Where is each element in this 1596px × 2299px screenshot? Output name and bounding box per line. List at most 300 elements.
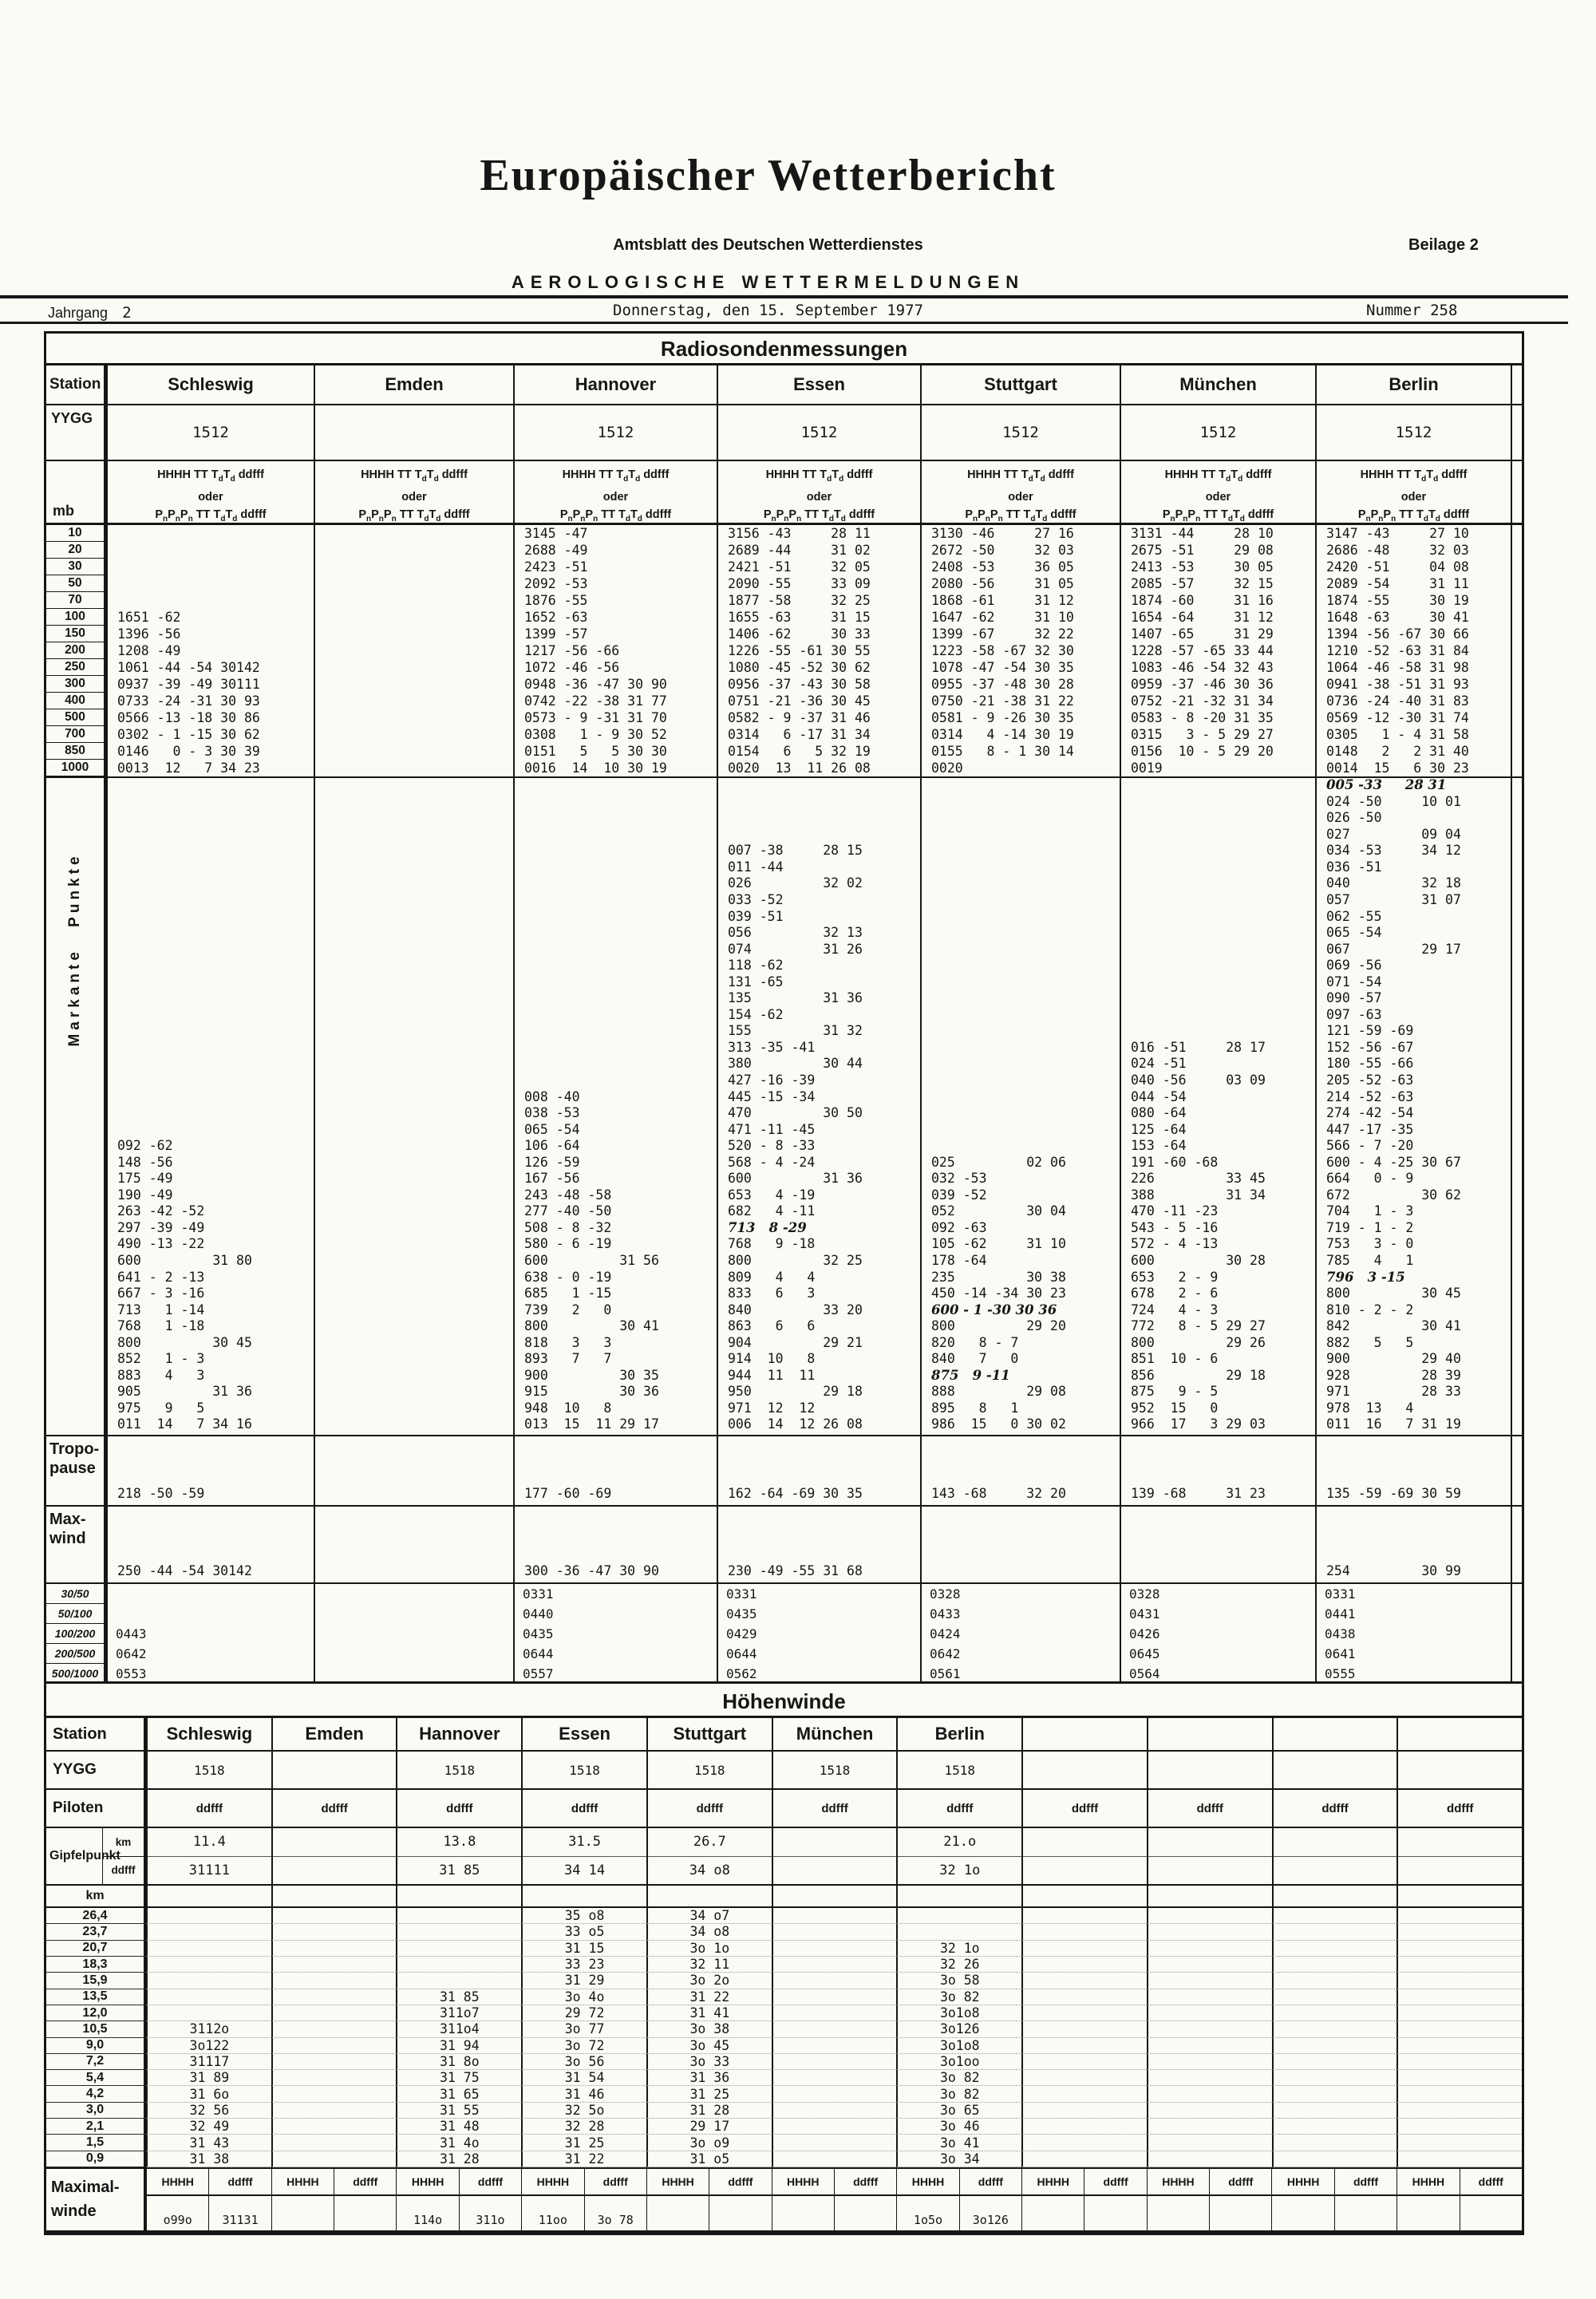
data-line: 600 - 1 -30 30 36	[931, 1302, 1057, 1317]
ratio-values-münchen: 0328 0431 0426 0645 0564	[1129, 1586, 1160, 1681]
gipfel-km-value: 31.5	[523, 1828, 646, 1857]
alt-wind-münchen	[772, 2054, 897, 2070]
alt-wind-münchen	[772, 1924, 897, 1940]
data-line: 0956 -37 -43 30 58	[728, 677, 871, 692]
data-line: 0751 -21 -36 30 45	[728, 693, 871, 709]
gipfel-ddfff-value: 32 1o	[939, 1862, 981, 1878]
label-hw-yygg: YYGG	[46, 1752, 146, 1788]
data-line: 214 -52 -63	[1326, 1088, 1414, 1104]
alt-wind-col8	[1147, 2151, 1272, 2167]
alt-wind-col7	[1021, 2021, 1147, 2037]
data-line: 0315 3 - 5 29 27	[1131, 727, 1274, 742]
alt-wind-essen: 3o 77	[521, 2021, 646, 2037]
data-line: 678 2 - 6	[1131, 1286, 1219, 1302]
alt-wind-berlin: 3o126	[896, 2021, 1021, 2037]
alt-wind-schleswig: 3112o	[146, 2021, 271, 2037]
station-column-berlin	[1315, 1584, 1511, 1681]
data-line: 952 15 0	[1131, 1400, 1219, 1416]
alt-wind-col10	[1396, 2135, 1522, 2151]
alt-wind-hannover	[396, 1941, 521, 1957]
data-line: 0583 - 8 -20 31 35	[1131, 710, 1274, 725]
data-line: 039 -52	[931, 1187, 987, 1203]
data-line: 033 -52	[728, 891, 784, 907]
filler-column	[1511, 461, 1527, 523]
code-line2: $P_nP_nP_n$ TT $T_dT_d$ ddfff	[1357, 508, 1470, 523]
data-line: 178 -64	[931, 1252, 987, 1268]
data-line: 810 - 2 - 2	[1326, 1302, 1414, 1317]
code-line1: HHHH TT $T_dT_d$ ddfff	[361, 468, 468, 484]
alt-wind-münchen	[772, 1941, 897, 1957]
data-line: 566 - 7 -20	[1326, 1138, 1414, 1154]
gipfelpunkt-stuttgart	[646, 1828, 772, 1884]
data-line: 274 -42 -54	[1326, 1105, 1414, 1121]
altitude-row-5-4	[46, 2070, 1522, 2086]
alt-wind-hannover: 31 8o	[396, 2054, 521, 2070]
mark-block-hannover	[515, 778, 717, 1435]
alt-wind-berlin: 32 1o	[896, 1941, 1021, 1957]
mark-block-emden	[315, 778, 513, 1435]
mark-block-berlin	[1317, 778, 1511, 1435]
alt-wind-münchen	[772, 1989, 897, 2005]
alt-wind-col8	[1147, 1989, 1272, 2005]
data-line: 2092 -53	[524, 576, 588, 591]
alt-wind-col8	[1147, 1941, 1272, 1957]
data-line: 833 6 3	[728, 1286, 816, 1302]
hhhh-header: HHHH	[521, 2169, 583, 2194]
data-line: 006 14 12 26 08	[728, 1416, 863, 1432]
data-line: 025 02 06	[931, 1154, 1066, 1170]
station-column-essen	[717, 1584, 920, 1681]
data-line: 056 32 13	[728, 925, 863, 941]
yygg-value-münchen: 1512	[1120, 405, 1315, 460]
altitude-label: 18,3	[46, 1957, 146, 1973]
alt-wind-münchen	[772, 2151, 897, 2167]
code-oder: oder	[1400, 490, 1427, 504]
code-line2: $P_nP_nP_n$ TT $T_dT_d$ ddfff	[965, 508, 1077, 523]
alt-wind-essen: 33 23	[521, 1957, 646, 1973]
data-line: 3130 -46 27 16	[931, 526, 1074, 541]
data-line: 719 - 1 - 2	[1326, 1219, 1414, 1235]
alt-wind-hannover: 31 55	[396, 2103, 521, 2119]
filler-column	[1511, 1507, 1527, 1582]
alt-wind-berlin: 3o1o8	[896, 2038, 1021, 2054]
station-column-emden	[314, 778, 513, 1435]
data-line: 1877 -58 32 25	[728, 593, 871, 608]
data-line: 313 -35 -41	[728, 1039, 816, 1055]
data-line: 118 -62	[728, 958, 784, 974]
ratio-label-50-100: 50/100	[46, 1604, 104, 1624]
alt-wind-stuttgart: 3o 38	[646, 2021, 772, 2037]
second-rule	[0, 322, 1568, 324]
data-line: 071 -54	[1326, 974, 1382, 990]
gipfel-ddfff-value	[1398, 1857, 1522, 1885]
data-line: 944 11 11	[728, 1367, 816, 1383]
data-line: 508 - 8 -32	[524, 1219, 612, 1235]
code-line2: $P_nP_nP_n$ TT $T_dT_d$ ddfff	[358, 508, 470, 523]
data-line	[325, 726, 513, 743]
alt-wind-emden	[271, 2103, 397, 2119]
alt-wind-münchen	[772, 2086, 897, 2102]
data-line: 914 10 8	[728, 1351, 816, 1367]
data-line: 1874 -55 30 19	[1326, 593, 1469, 608]
altitude-row-20-7	[46, 1941, 1522, 1957]
data-line: 2421 -51 32 05	[728, 559, 871, 575]
data-line: 1396 -56	[117, 626, 181, 642]
altitude-row-9-0	[46, 2038, 1522, 2054]
data-line	[325, 575, 513, 592]
data-line: 682 4 -11	[728, 1203, 816, 1219]
alt-wind-essen: 31 22	[521, 2151, 646, 2167]
data-line: 800 32 25	[728, 1252, 863, 1268]
data-line: 713 8 -29	[728, 1219, 807, 1235]
alt-wind-berlin: 3o1oo	[896, 2054, 1021, 2070]
markante-punkte-label: Markante Punkte	[66, 852, 83, 1047]
data-line: 190 -49	[117, 1187, 173, 1203]
alt-wind-münchen	[772, 1973, 897, 1989]
subtitle: Amtsblatt des Deutschen Wetterdienstes	[613, 236, 923, 254]
data-line: 065 -54	[524, 1121, 580, 1137]
data-line: 785 4 1	[1326, 1252, 1414, 1268]
pressure-400: 400	[46, 693, 104, 709]
data-line: 026 32 02	[728, 875, 863, 891]
station-column-essen	[717, 525, 920, 776]
altitude-label: 4,2	[46, 2086, 146, 2102]
hhhh-header: HHHH	[1021, 2169, 1084, 2194]
ddfff-header: ddfff	[959, 2169, 1021, 2194]
alt-wind-col9	[1272, 1941, 1397, 1957]
alt-wind-münchen	[772, 2135, 897, 2151]
data-line: 971 12 12	[728, 1400, 816, 1416]
alt-wind-emden	[271, 1924, 397, 1940]
pressure-300: 300	[46, 676, 104, 693]
pressure-850: 850	[46, 743, 104, 760]
gipfel-ddfff-value	[1023, 1857, 1147, 1885]
data-line: 2080 -56 31 05	[931, 576, 1074, 591]
alt-wind-col10	[1396, 1924, 1522, 1940]
maximal-ddfff-col8	[1209, 2196, 1271, 2230]
hw-yygg-value-berlin: 1518	[896, 1752, 1021, 1788]
mark-block-münchen	[1121, 778, 1315, 1435]
data-line: 856 29 18	[1131, 1367, 1266, 1383]
data-line: 883 4 3	[117, 1367, 205, 1383]
altitude-row-4-2	[46, 2086, 1522, 2102]
data-line: 600 - 4 -25 30 67	[1326, 1154, 1461, 1170]
pressure-1000: 1000	[46, 760, 104, 776]
hhhh-header: HHHH	[1271, 2169, 1333, 2194]
hw-station-name-hannover: Hannover	[396, 1718, 521, 1750]
data-line: 1223 -58 -67 32 30	[931, 643, 1074, 658]
data-line: 263 -42 -52	[117, 1203, 205, 1219]
alt-wind-berlin: 3o 65	[896, 2103, 1021, 2119]
km-header: km	[46, 1886, 146, 1906]
station-column-münchen	[1120, 1584, 1315, 1681]
gipfel-ddfff-value	[773, 1857, 897, 1885]
data-line: 1217 -56 -66	[524, 643, 620, 658]
data-line: 3156 -43 28 11	[728, 526, 871, 541]
data-line: 800 30 41	[524, 1318, 659, 1334]
data-line: 2085 -57 32 15	[1131, 576, 1274, 591]
alt-wind-emden	[271, 2054, 397, 2070]
data-line: 154 -62	[728, 1006, 784, 1022]
alt-wind-col10	[1396, 2070, 1522, 2086]
gipfel-km-value: 11.4	[148, 1828, 271, 1857]
data-line	[325, 626, 513, 642]
alt-wind-col10	[1396, 2119, 1522, 2135]
alt-wind-hannover: 31 75	[396, 2070, 521, 2086]
code-oder: oder	[806, 490, 832, 504]
maxwind-value-hannover: 300 -36 -47 30 90	[513, 1507, 717, 1582]
station-column-münchen	[1120, 525, 1315, 776]
alt-wind-hannover	[396, 1957, 521, 1973]
yygg-value-emden	[314, 405, 513, 460]
data-line: 905 31 36	[117, 1384, 252, 1400]
mark-block-stuttgart	[922, 778, 1120, 1435]
hw-yygg-value-blank	[1272, 1752, 1397, 1788]
data-line: 0569 -12 -30 31 74	[1326, 710, 1469, 725]
data-tables	[44, 331, 1524, 2235]
data-line: 167 -56	[524, 1171, 580, 1187]
station-column-hannover	[513, 1584, 717, 1681]
hw-yygg-value-blank	[1021, 1752, 1147, 1788]
data-line: 277 -40 -50	[524, 1203, 612, 1219]
alt-wind-col9	[1272, 1908, 1397, 1924]
alt-wind-hannover	[396, 1908, 521, 1924]
alt-wind-col8	[1147, 2103, 1272, 2119]
maximal-grid	[146, 2169, 1522, 2230]
std-block-hannover	[515, 525, 717, 776]
tropo-value-hannover: 177 -60 -69	[513, 1436, 717, 1505]
data-line: 0305 1 - 4 31 58	[1326, 727, 1469, 742]
ratio-label-100-200: 100/200	[46, 1624, 104, 1644]
data-line: 1078 -47 -54 30 35	[931, 660, 1074, 675]
alt-wind-berlin: 3o 58	[896, 1973, 1021, 1989]
pressure-50: 50	[46, 575, 104, 592]
data-line: 0742 -22 -38 31 77	[524, 693, 667, 709]
maxwind-value-berlin: 254 30 99	[1315, 1507, 1511, 1582]
pressure-scale	[46, 525, 106, 776]
station-column-essen	[717, 778, 920, 1435]
alt-wind-münchen	[772, 2005, 897, 2021]
gipfel-km-value: 26.7	[648, 1828, 772, 1857]
data-line: 131 -65	[728, 974, 784, 990]
gipfelpunkt-blank	[1396, 1828, 1522, 1884]
hw-yygg-value-hannover: 1518	[396, 1752, 521, 1788]
piloten-code-münchen: ddfff	[772, 1790, 897, 1827]
station-column-emden	[314, 1584, 513, 1681]
alt-wind-essen: 31 54	[521, 2070, 646, 2086]
gipfelpunkt-emden	[271, 1828, 397, 1884]
data-line: 1228 -57 -65 33 44	[1131, 643, 1274, 658]
maximal-label-2: winde	[51, 2202, 97, 2220]
data-line	[325, 743, 513, 760]
hw-station-name-berlin: Berlin	[896, 1718, 1021, 1750]
alt-wind-schleswig: 31 38	[146, 2151, 271, 2167]
data-line: 380 30 44	[728, 1056, 863, 1072]
hw-station-name-blank	[1396, 1718, 1522, 1750]
gipfel-ddfff-value: 31111	[188, 1862, 230, 1878]
data-line: 1655 -63 31 15	[728, 610, 871, 625]
station-label: Station	[46, 365, 106, 404]
hw-station-name-blank	[1021, 1718, 1147, 1750]
data-line: 092 -62	[117, 1138, 173, 1154]
data-line: 704 1 - 3	[1326, 1203, 1414, 1219]
station-column-emden	[314, 525, 513, 776]
gipfel-km-value	[273, 1828, 397, 1857]
maximal-ddfff-col9	[1334, 2196, 1396, 2230]
alt-wind-hannover: 31 48	[396, 2119, 521, 2135]
radiosonde-column-code-row	[46, 461, 1522, 525]
maxwind-value-emden	[314, 1507, 513, 1582]
data-line: 653 2 - 9	[1131, 1269, 1219, 1285]
data-line: 065 -54	[1326, 925, 1382, 941]
alt-wind-schleswig: 31 89	[146, 2070, 271, 2086]
alt-wind-col9	[1272, 2070, 1397, 2086]
data-line: 888 29 08	[931, 1384, 1066, 1400]
km-header-blank	[396, 1886, 521, 1906]
data-line: 950 29 18	[728, 1384, 863, 1400]
alt-wind-col8	[1147, 2038, 1272, 2054]
alt-wind-col8	[1147, 2054, 1272, 2070]
data-line: 032 -53	[931, 1171, 987, 1187]
alt-wind-emden	[271, 1957, 397, 1973]
hhhh-header: HHHH	[646, 2169, 709, 2194]
data-line: 0155 8 - 1 30 14	[931, 744, 1074, 759]
maxwind-row	[46, 1507, 1522, 1584]
gipfelpunkt-münchen	[772, 1828, 897, 1884]
data-line: 1226 -55 -61 30 55	[728, 643, 871, 658]
data-line: 1061 -44 -54 30142	[117, 660, 260, 675]
ddfff-sublabel: ddfff	[111, 1864, 136, 1877]
piloten-code-schleswig: ddfff	[146, 1790, 271, 1827]
alt-wind-col9	[1272, 2135, 1397, 2151]
alt-wind-emden	[271, 2038, 397, 2054]
altitude-label: 12,0	[46, 2005, 146, 2021]
data-line: 011 16 7 31 19	[1326, 1416, 1461, 1432]
alt-wind-col9	[1272, 2021, 1397, 2037]
altitude-row-7-2	[46, 2054, 1522, 2070]
alt-wind-berlin: 3o 34	[896, 2151, 1021, 2167]
station-name-essen: Essen	[717, 365, 920, 404]
data-line: 820 8 - 7	[931, 1334, 1019, 1350]
alt-wind-essen: 35 o8	[521, 1908, 646, 1924]
jahrgang-value: 2	[122, 304, 132, 322]
alt-wind-col8	[1147, 1957, 1272, 1973]
alt-wind-emden	[271, 2151, 397, 2167]
alt-wind-münchen	[772, 2038, 897, 2054]
gipfelpunkt-sublabels	[102, 1828, 144, 1884]
top-rule	[0, 295, 1568, 298]
data-line: 0020 13 11 26 08	[728, 760, 871, 776]
code-line1: HHHH TT $T_dT_d$ ddfff	[157, 468, 264, 484]
data-line: 1072 -46 -56	[524, 660, 620, 675]
data-line: 0014 15 6 30 23	[1326, 760, 1469, 776]
hw-station-name-blank	[1147, 1718, 1272, 1750]
gipfel-km-value	[1148, 1828, 1272, 1857]
alt-wind-stuttgart: 3o 45	[646, 2038, 772, 2054]
pressure-500: 500	[46, 709, 104, 726]
tropo-label-2: pause	[49, 1460, 96, 1477]
maxwind-label-2: wind	[49, 1530, 86, 1547]
data-line: 840 7 0	[931, 1351, 1019, 1367]
data-line: 2686 -48 32 03	[1326, 543, 1469, 558]
alt-wind-stuttgart: 31 28	[646, 2103, 772, 2119]
ratio-label-30-50: 30/50	[46, 1584, 104, 1604]
data-line: 664 0 - 9	[1326, 1171, 1414, 1187]
data-line: 0581 - 9 -26 30 35	[931, 710, 1074, 725]
data-line: 092 -63	[931, 1219, 987, 1235]
data-line: 0016 14 10 30 19	[524, 760, 667, 776]
piloten-code-blank: ddfff	[1396, 1790, 1522, 1827]
data-line: 121 -59 -69	[1326, 1023, 1414, 1039]
hw-station-name-emden: Emden	[271, 1718, 397, 1750]
gipfel-ddfff-value: 34 o8	[689, 1862, 730, 1878]
alt-wind-essen: 3o 56	[521, 2054, 646, 2070]
maximal-ddfff-stuttgart	[709, 2196, 771, 2230]
alt-wind-col10	[1396, 2005, 1522, 2021]
km-header-blank	[146, 1886, 271, 1906]
gipfelpunkt-label: Gipfelpunkt	[49, 1849, 120, 1863]
altitude-label: 2,1	[46, 2119, 146, 2135]
filler-column	[1511, 1584, 1527, 1681]
ddfff-header: ddfff	[459, 2169, 521, 2194]
pressure-20: 20	[46, 542, 104, 559]
code-header-hannover	[513, 461, 717, 523]
data-line: 875 9 - 5	[1131, 1384, 1219, 1400]
alt-wind-col7	[1021, 1973, 1147, 1989]
data-line: 024 -51	[1131, 1056, 1187, 1072]
alt-wind-stuttgart: 3o o9	[646, 2135, 772, 2151]
alt-wind-col7	[1021, 2054, 1147, 2070]
altitude-label: 7,2	[46, 2054, 146, 2070]
tropo-value-münchen: 139 -68 31 23	[1120, 1436, 1315, 1505]
data-line: 445 -15 -34	[728, 1088, 816, 1104]
data-line: 490 -13 -22	[117, 1236, 205, 1252]
alt-wind-hannover: 31 94	[396, 2038, 521, 2054]
pressure-250: 250	[46, 659, 104, 676]
alt-wind-col10	[1396, 1908, 1522, 1924]
alt-wind-col7	[1021, 2135, 1147, 2151]
data-line: 016 -51 28 17	[1131, 1039, 1266, 1055]
gipfel-ddfff-value: 31 85	[439, 1862, 480, 1878]
alt-wind-hannover: 311o4	[396, 2021, 521, 2037]
alt-wind-stuttgart: 32 11	[646, 1957, 772, 1973]
maximal-label-1: Maximal-	[51, 2179, 120, 2196]
alt-wind-hannover: 31 65	[396, 2086, 521, 2102]
station-column-berlin	[1315, 778, 1511, 1435]
data-line: 772 8 - 5 29 27	[1131, 1318, 1266, 1334]
thickness-ratio-rows	[46, 1584, 1522, 1684]
data-line: 0308 1 - 9 30 52	[524, 727, 667, 742]
gipfelpunkt-schleswig	[146, 1828, 271, 1884]
data-line: 450 -14 -34 30 23	[931, 1286, 1066, 1302]
filler-column	[1511, 405, 1527, 460]
alt-wind-schleswig: 31117	[146, 2054, 271, 2070]
hhhh-header: HHHH	[1396, 2169, 1459, 2194]
data-line	[117, 559, 314, 575]
code-line1: HHHH TT $T_dT_d$ ddfff	[1164, 468, 1272, 484]
data-line	[325, 559, 513, 575]
maximal-hhhh-berlin: 1o5o	[896, 2196, 958, 2230]
data-line: 0302 - 1 -15 30 62	[117, 727, 260, 742]
mb-label-cell	[46, 461, 106, 523]
alt-wind-schleswig	[146, 2005, 271, 2021]
gipfel-km-value: 13.8	[397, 1828, 521, 1857]
data-line: 447 -17 -35	[1326, 1121, 1414, 1137]
data-line: 796 3 -15	[1326, 1269, 1405, 1285]
data-line: 0151 5 5 30 30	[524, 744, 667, 759]
alt-wind-berlin: 3o 82	[896, 1989, 1021, 2005]
data-line	[325, 609, 513, 626]
